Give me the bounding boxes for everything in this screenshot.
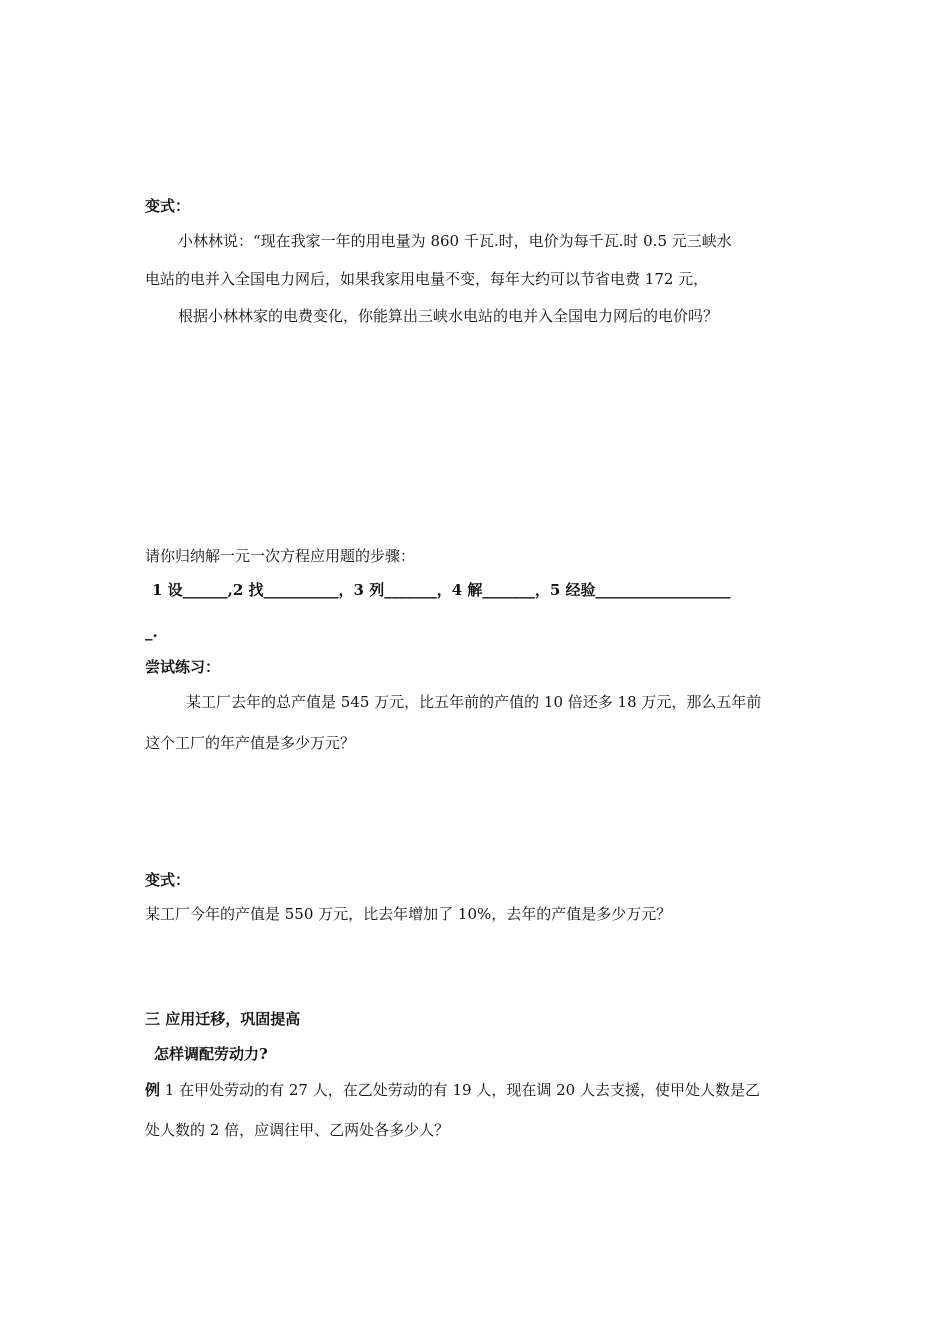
section-heading: 三 应用迁移，巩固提高 <box>145 1010 301 1028</box>
steps-intro: 请你归纳解一元一次方程应用题的步骤： <box>145 547 416 565</box>
practice-problem-line: 某工厂去年的总产值是 545 万元，比五年前的产值的 10 倍还多 18 万元，那么五年前 <box>186 693 762 711</box>
problem-paragraph-line: 小林林说：“现在我家一年的用电量为 860 千瓦.时，电价为每千瓦.时 0.5 元三峡水 <box>178 232 732 250</box>
variant-heading: 变式： <box>145 871 191 889</box>
section-subheading: 怎样调配劳动力? <box>154 1045 268 1063</box>
practice-problem-line: 这个工厂的年产值是多少万元？ <box>145 734 356 752</box>
variant-heading: 变式： <box>145 197 191 215</box>
practice-heading: 尝试练习： <box>145 658 221 676</box>
example-problem-line <box>145 1080 760 1100</box>
steps-blanks-line: 1 设______,2 找__________，3 列_______，4 解_______，5 经验__________________ <box>152 581 731 599</box>
variant-problem-line: 某工厂今年的产值是 550 万元，比去年增加了 10%，去年的产值是多少万元？ <box>145 905 672 923</box>
example-label: 例 <box>145 1081 161 1099</box>
example-problem-line: 处人数的 2 倍，应调往甲、乙两处各多少人？ <box>145 1121 450 1139</box>
problem-paragraph-line: 电站的电并入全国电力网后，如果我家用电量不变，每年大约可以节省电费 172 元， <box>145 270 709 288</box>
steps-blanks-continuation: _. <box>145 623 158 641</box>
example-text: 1 在甲处劳动的有 27 人，在乙处劳动的有 19 人，现在调 20 人去支援，使甲处人数是乙 <box>160 1081 760 1099</box>
problem-question-line: 根据小林林家的电费变化，你能算出三峡水电站的电并入全国电力网后的电价吗？ <box>178 307 719 325</box>
